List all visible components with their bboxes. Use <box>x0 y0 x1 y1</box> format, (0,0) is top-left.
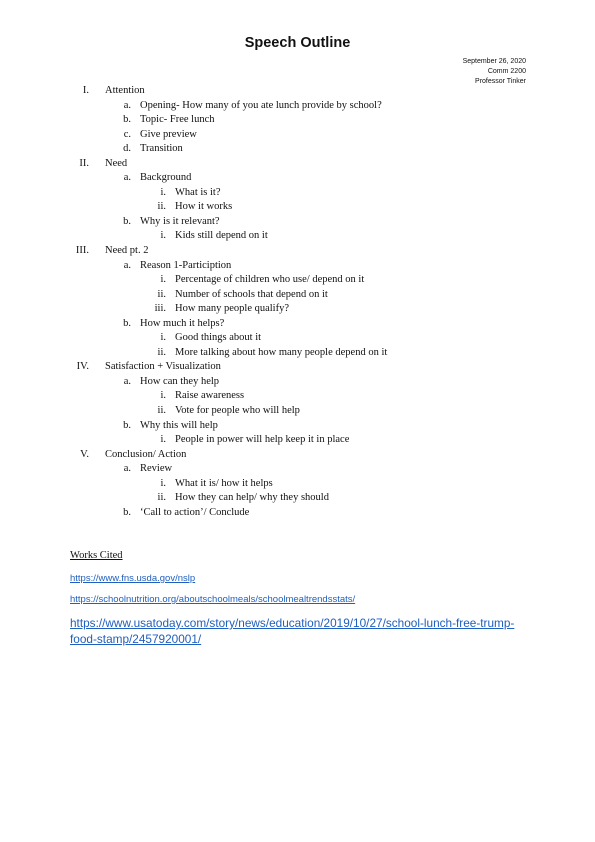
outline-item-text: Give preview <box>140 128 197 140</box>
outline-item-text: Opening- How many of you ate lunch provide by school? <box>140 99 382 111</box>
outline-item-number: i. <box>160 186 166 198</box>
outline-item-level-3 <box>0 288 595 303</box>
outline-item-number: V. <box>80 448 89 460</box>
outline-item-level-3 <box>0 433 595 448</box>
outline-item-number: ii. <box>157 288 166 300</box>
outline-item-number: I. <box>82 85 89 96</box>
outline-item-level-2 <box>0 259 595 274</box>
outline-item-level-1 <box>0 448 595 463</box>
outline-item-number: iii. <box>154 303 166 315</box>
outline-item-number: b. <box>123 506 131 518</box>
outline-item-text: More talking about how many people depend on it <box>175 346 388 358</box>
outline-item-number: II. <box>79 157 89 169</box>
outline-item-text: How can they help <box>140 375 220 387</box>
outline-item-level-1 <box>0 244 595 259</box>
page-title: Speech Outline <box>244 35 351 51</box>
outline-item-text: Why this will help <box>140 419 218 431</box>
outline-item-text: ‘Call to action’/ Conclude <box>140 506 250 518</box>
outline-item-number: c. <box>123 128 131 140</box>
outline-item-level-3 <box>0 491 595 506</box>
outline-item-level-3 <box>0 331 595 346</box>
outline-item-number: i. <box>160 434 166 446</box>
outline-item-text: Review <box>140 463 173 475</box>
date-text: September 26, 2020 <box>462 58 526 65</box>
outline-item-text: Attention <box>105 85 145 96</box>
header-meta <box>463 57 526 87</box>
outline-item-text: Number of schools that depend on it <box>175 288 328 300</box>
outline-item-number: i. <box>160 332 166 344</box>
works-cited-link-3[interactable]: https://www.usatoday.com/story/news/education/2019/10/27/school-lunch-free-trump-food-stamp/2457920001/ <box>70 616 515 646</box>
outline-item-level-3 <box>0 346 595 361</box>
outline-item-level-3 <box>0 186 595 201</box>
outline-item-text: How many people qualify? <box>175 303 290 315</box>
outline-item-level-2 <box>0 419 595 434</box>
outline-item-number: b. <box>123 317 131 329</box>
outline-item-text: Raise awareness <box>175 390 245 402</box>
outline-item-text: Vote for people who will help <box>175 405 300 417</box>
outline-item-level-3 <box>0 273 595 288</box>
outline-item-number: ii. <box>157 346 166 358</box>
outline-item-text: How they can help/ why they should <box>175 492 329 504</box>
outline-item-level-2 <box>0 99 595 114</box>
outline-list <box>0 84 595 520</box>
outline-item-level-1 <box>0 360 595 375</box>
outline-item-level-3 <box>0 477 595 492</box>
outline-item-text: Topic- Free lunch <box>140 114 215 126</box>
outline-item-number: a. <box>123 463 131 475</box>
outline-item-number: IV. <box>76 361 89 373</box>
outline-item-text: People in power will help keep it in place <box>175 434 350 446</box>
outline-item-number: b. <box>123 215 131 227</box>
outline-item-level-2 <box>0 462 595 477</box>
outline-item-text: What it is/ how it helps <box>175 477 273 489</box>
outline-item-number: i. <box>160 274 166 286</box>
outline-item-text: How it works <box>175 201 233 213</box>
outline-item-number: a. <box>123 375 131 387</box>
outline-item-number: b. <box>123 419 131 431</box>
outline-item-text: How much it helps? <box>140 317 225 329</box>
outline-item-level-2 <box>0 317 595 332</box>
outline-item-level-2 <box>0 142 595 157</box>
outline-item-level-2 <box>0 113 595 128</box>
outline-item-level-3 <box>0 389 595 404</box>
outline-item-text: Transition <box>140 143 183 155</box>
works-cited-link-1[interactable]: https://www.fns.usda.gov/nslp <box>70 573 196 584</box>
outline-item-number: i. <box>160 230 166 242</box>
outline-item-text: Why is it relevant? <box>140 215 220 227</box>
course-text: Comm 2200 <box>487 68 526 75</box>
outline-item-text: Reason 1-Particiption <box>140 259 232 271</box>
outline-item-level-2 <box>0 375 595 390</box>
outline-item-number: i. <box>160 477 166 489</box>
outline-item-level-2 <box>0 171 595 186</box>
outline-item-level-2 <box>0 215 595 230</box>
outline-item-number: III. <box>75 245 89 257</box>
outline-item-level-3 <box>0 404 595 419</box>
outline-item-number: d. <box>123 143 131 155</box>
outline-item-text: Good things about it <box>175 332 262 344</box>
outline-item-number: ii. <box>157 492 166 504</box>
outline-item-text: Percentage of children who use/ depend on it <box>175 274 365 286</box>
outline-item-text: What is it? <box>175 186 221 198</box>
outline-item-number: ii. <box>157 405 166 417</box>
outline-item-level-3 <box>0 200 595 215</box>
outline-item-level-3 <box>0 302 595 317</box>
outline-item-level-2 <box>0 128 595 143</box>
works-cited-link-2[interactable]: https://schoolnutrition.org/aboutschoolmeals/schoolmealtrendsstats/ <box>70 594 356 605</box>
outline-item-text: Background <box>140 172 192 184</box>
outline-item-level-2 <box>0 506 595 521</box>
outline-item-number: i. <box>160 390 166 402</box>
outline-item-number: a. <box>123 172 131 184</box>
outline-item-number: a. <box>123 259 131 271</box>
works-cited-heading: Works Cited <box>70 550 123 561</box>
outline-item-level-1 <box>0 84 595 99</box>
outline-item-number: a. <box>123 99 131 111</box>
outline-item-number: ii. <box>157 201 166 213</box>
professor-text: Professor Tinker <box>475 78 526 85</box>
outline-item-text: Kids still depend on it <box>175 230 268 242</box>
outline-item-text: Need pt. 2 <box>105 245 149 257</box>
outline-item-level-3 <box>0 229 595 244</box>
outline-item-level-1 <box>0 157 595 172</box>
outline-item-text: Conclusion/ Action <box>105 448 187 460</box>
outline-item-text: Satisfaction + Visualization <box>105 361 221 373</box>
outline-item-text: Need <box>105 157 128 169</box>
outline-item-number: b. <box>123 114 131 126</box>
